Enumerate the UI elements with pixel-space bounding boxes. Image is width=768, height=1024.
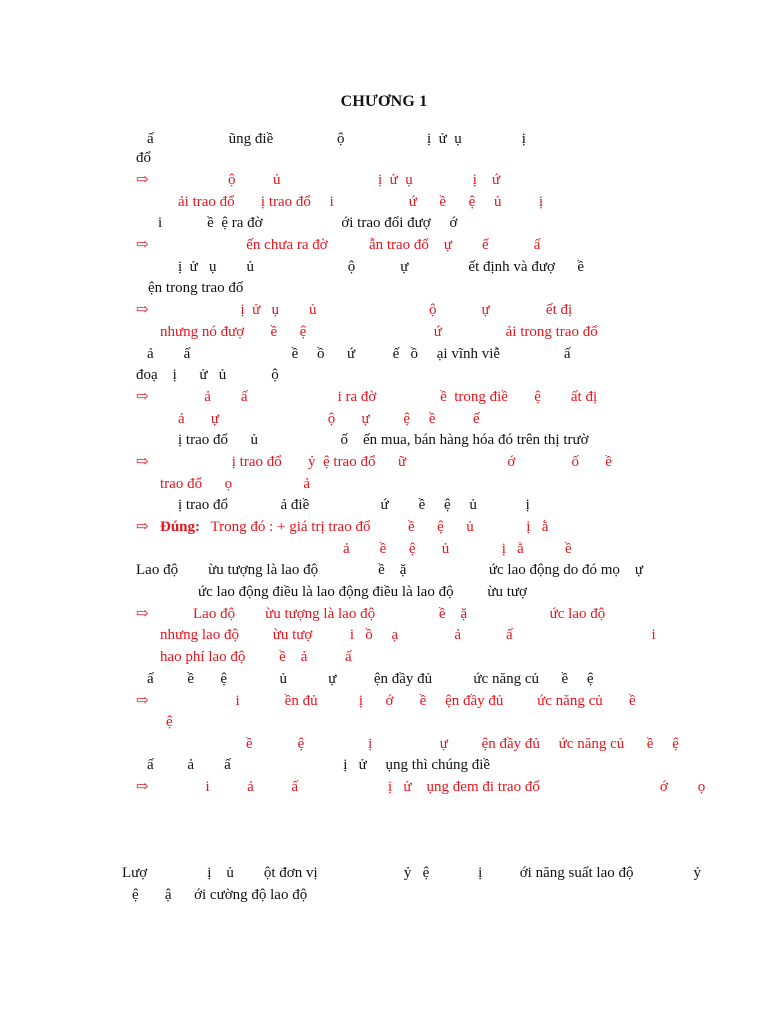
arrow-icon: ⇨ [136, 237, 149, 253]
text-line: i ề ệ ra đờ ới trao đổi đượ ớ [158, 215, 458, 231]
text-line: Lao độ ừu tượng là lao độ ề ặ ức lao động do đó mọ ự [136, 562, 644, 578]
text-line: ị ử ụ ủ ộ ự ết đị [203, 302, 573, 318]
text-line: ệ ậ ới cường độ lao độ [132, 887, 308, 903]
text-line: ức lao động điều là lao động điều là lao độ ừu tượ [198, 584, 527, 600]
text-line: ề ệ ị ự ện đầy đủ ức năng củ ề ệ [246, 736, 679, 752]
text-line: ấ ề ệ ủ ự ện đầy đủ ức năng củ ề ệ [147, 671, 594, 687]
text-line: ị ử ụ ủ ộ ự ết định và đượ ề [178, 259, 585, 275]
text-line: ến chưa ra đờ ẫn trao đổ ự ế ấ [205, 237, 541, 253]
arrow-icon: ⇨ [136, 693, 149, 709]
answer-label: Đúng: [160, 519, 201, 535]
text-line: ện trong trao đổ [148, 280, 244, 296]
text-line: ả ấ ề ồ ứ ế ồ ại vĩnh viễ ấ [147, 346, 571, 362]
arrow-icon: ⇨ [136, 606, 149, 622]
text-line: Trong đó : + giá trị trao đổ ề ệ ủ ị ằ [207, 519, 549, 535]
text-line: trao đổ ọ ả [160, 476, 310, 492]
text-line: hao phí lao độ ề ả ấ [160, 649, 352, 665]
text-line: ả ề ệ ủ ị ằ ề [343, 541, 572, 557]
text-line: ả ự ộ ự ệ ề ế [178, 411, 480, 427]
arrow-icon: ⇨ [136, 302, 149, 318]
text-line: nhưng lao độ ừu tượ i ồ ạ ả ấ i [160, 627, 656, 643]
text-line: ị trao đổ ỷ ệ trao đổ ữ ớ ố ề [168, 454, 612, 470]
arrow-icon: ⇨ [136, 519, 149, 535]
text-line: đổ [136, 150, 151, 166]
arrow-icon: ⇨ [136, 454, 149, 470]
text-line: ệ [166, 714, 173, 730]
text-line: Lượ ị ủ ột đơn vị ỷ ệ ị ới năng suất lao độ ỷ [122, 865, 701, 881]
arrow-icon: ⇨ [136, 389, 149, 405]
text-line: ị trao đổ ả điề ứ ề ệ ủ ị [178, 497, 530, 513]
arrow-icon: ⇨ [136, 172, 149, 188]
text-line: ấ ả ấ ị ử ụng thì chúng điề [147, 757, 491, 773]
arrow-icon: ⇨ [136, 779, 149, 795]
text-line: i ả ấ ị ử ụng đem đi trao đổ ớ ọ [168, 779, 706, 795]
text-line: ộ ủ ị ử ụ ị ứ [183, 172, 501, 188]
text-line: nhưng nó đượ ề ệ ứ ải trong trao đổ [160, 324, 598, 340]
text-line: ải trao đổ ị trao đổ i ứ ề ệ ủ ị [178, 194, 544, 210]
text-line: ả ấ i ra đờ ề trong điề ệ ất đị [163, 389, 598, 405]
page-title: CHƯƠNG 1 [340, 93, 428, 110]
text-line: i ền đủ ị ớ ề ện đầy đủ ức năng củ ề [168, 693, 636, 709]
text-line: ấ ũng điề ộ ị ử ụ ị [147, 131, 526, 147]
text-line: ị trao đổ ủ ố ến mua, bán hàng hóa đó trên thị trườ [178, 432, 589, 448]
text-line: đoạ ị ử ủ ộ [136, 367, 279, 383]
text-line: Lao độ ừu tượng là lao độ ề ặ ức lao độ [163, 606, 606, 622]
